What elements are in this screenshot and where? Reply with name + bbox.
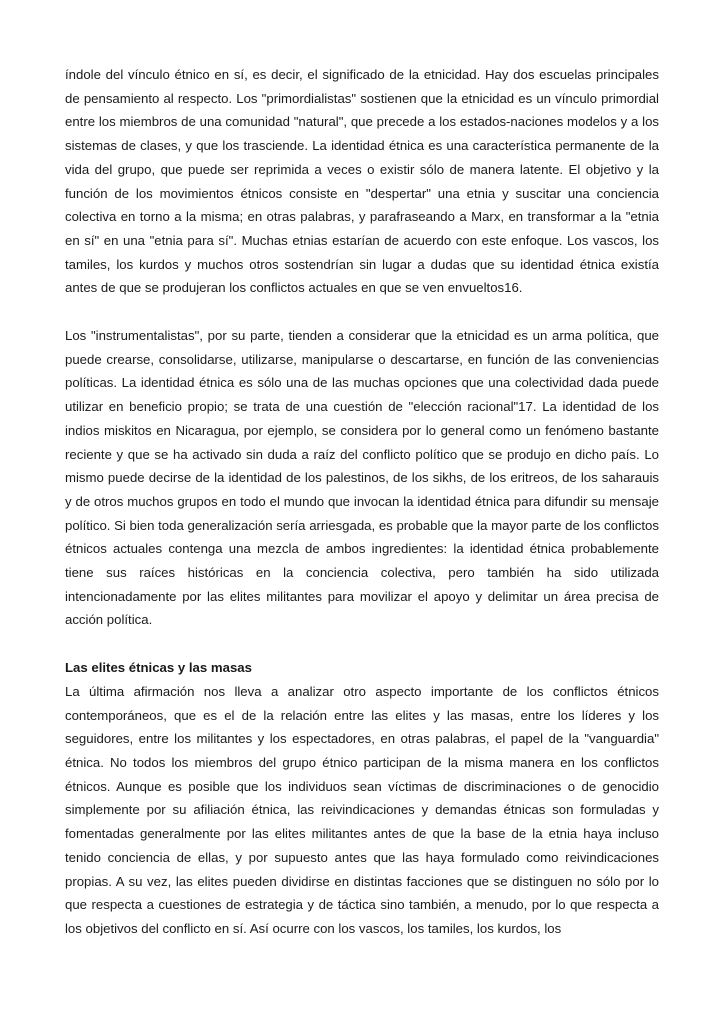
body-paragraph-instrumentalists: Los "instrumentalistas", por su parte, tienden a considerar que la etnicidad es un arma política, que puede crearse, consolidarse, utilizarse, manipularse o descartarse, en función de las conveniencias políticas. La identidad étnica es sólo una de las muchas opciones que una colectividad dada puede utilizar en beneficio propio; se trata de una cuestión de "elección racional"17. La identidad de los indios miskitos en Nicaragua, por ejemplo, se considera por lo general como un fenómeno bastante reciente y que se ha activado sin duda a raíz del conflicto político que se produjo en dicho país. Lo mismo puede decirse de la identidad de los palestinos, de los sikhs, de los eritreos, de los saharauis y de otros muchos grupos en todo el mundo que invocan la identidad étnica para difundir su mensaje político. Si bien toda generalización sería arriesgada, es probable que la mayor parte de los conflictos étnicos actuales contenga una mezcla de ambos ingredientes: la identidad étnica probablemente tiene sus raíces históricas en la conciencia colectiva, pero también ha sido utilizada intencionadamente por las elites militantes para movilizar el apoyo y delimitar un área precisa de acción política. xyxy=(65,328,659,628)
paragraph-spacer xyxy=(65,632,659,656)
body-paragraph-elites: La última afirmación nos lleva a analizar otro aspecto importante de los conflictos étnicos contemporáneos, que es el de la relación entre las elites y las masas, entre los líderes y los seguidores, entre los militantes y los espectadores, en otras palabras, el papel de la "vanguardia" étnica. No todos los miembros del grupo étnico participan de la misma manera en los conflictos étnicos. Aunque es posible que los individuos sean víctimas de discriminaciones o de genocidio simplemente por su afiliación étnica, las reivindicaciones y demandas étnicas son formuladas y fomentadas generalmente por las elites militantes antes de que la base de la etnia haya incluso tenido conciencia de ellas, y por supuesto antes que las haya formulado como reivindicaciones propias. A su vez, las elites pueden dividirse en distintas facciones que se distinguen no sólo por lo que respecta a cuestiones de estrategia y de táctica sino también, a menudo, por lo que respecta a los objetivos del conflicto en sí. Así ocurre con los vascos, los tamiles, los kurdos, los xyxy=(65,683,659,936)
section-heading: Las elites étnicas y las masas xyxy=(65,660,252,676)
paragraph-spacer xyxy=(65,300,659,324)
document-page xyxy=(65,63,659,941)
body-paragraph-primordialists: índole del vínculo étnico en sí, es decir, el significado de la etnicidad. Hay dos escuelas principales de pensamiento al respecto. Los "primordialistas" sostienen que la etnicidad es un vínculo primordial entre los miembros de una comunidad "natural", que precede a los estados-naciones modelos y a los sistemas de clases, y que los trasciende. La identidad étnica es una característica permanente de la vida del grupo, que puede ser reprimida a veces o existir sólo de manera latente. El objetivo y la función de los movimientos étnicos consiste en "despertar" una etnia y suscitar una conciencia colectiva en torno a la misma; en otras palabras, y parafraseando a Marx, en transformar a la "etnia en sí" en una "etnia para sí". Muchas etnias estarían de acuerdo con este enfoque. Los vascos, los tamiles, los kurdos y muchos otros sostendrían sin lugar a dudas que su identidad étnica existía antes de que se produjeran los conflictos actuales en que se ven envueltos16. xyxy=(65,67,659,296)
